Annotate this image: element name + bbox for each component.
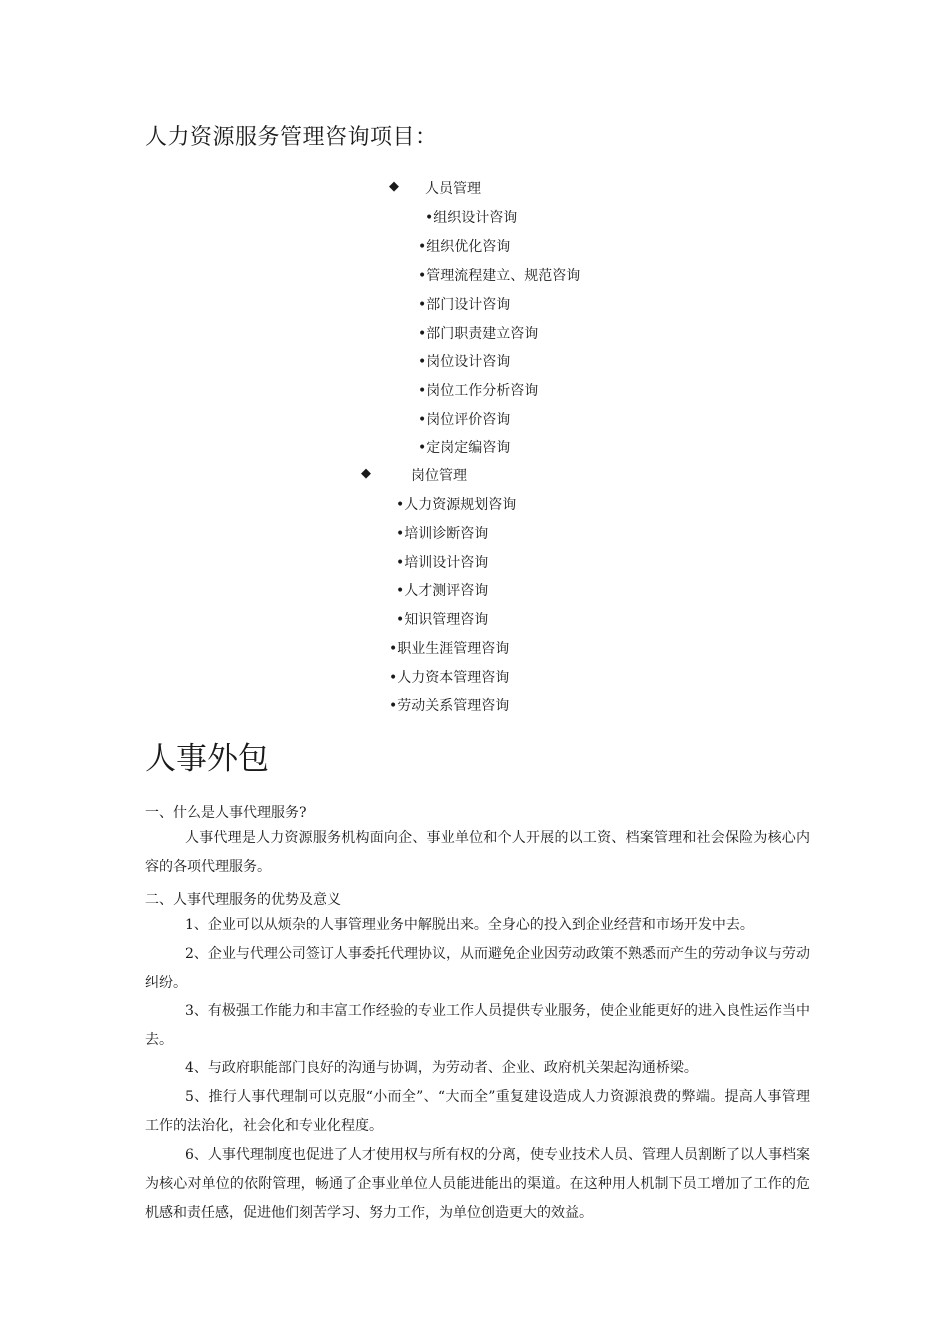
diamond-bullet-icon: ◆ xyxy=(389,179,399,194)
point-paragraph: 6、人事代理制度也促进了人才使用权与所有权的分离，使专业技术人员、管理人员割断了以人事档案为核心对单位的依附管理，畅通了企事业单位人员能进能出的渠道。在这种用人机制下员工增加了工作的危机感和责任感，促进他们刻苦学习、努力工作，为单位创造更大的效益。 xyxy=(145,1147,810,1221)
point-paragraph: 4、与政府职能部门良好的沟通与协调，为劳动者、企业、政府机关架起沟通桥梁。 xyxy=(185,1060,698,1076)
point-paragraph: 2、企业与代理公司签订人事委托代理协议，从而避免企业因劳动政策不熟悉而产生的劳动争议与劳动纠纷。 xyxy=(145,946,810,991)
list-item: •知识管理咨询 xyxy=(396,612,489,628)
diamond-bullet-icon: ◆ xyxy=(361,466,371,481)
list-item: •管理流程建立、规范咨询 xyxy=(418,268,581,284)
list-item: •岗位设计咨询 xyxy=(418,354,511,370)
point-paragraph: 3、有极强工作能力和丰富工作经验的专业工作人员提供专业服务，使企业能更好的进入良性运作当中去。 xyxy=(145,1003,810,1048)
list-item: •培训诊断咨询 xyxy=(396,526,489,542)
list-item: •组织设计咨询 xyxy=(425,210,518,226)
category-label-personnel: 人员管理 xyxy=(425,181,481,197)
list-item: •部门设计咨询 xyxy=(418,297,511,313)
list-item: •人力资本管理咨询 xyxy=(389,670,510,686)
list-item: •培训设计咨询 xyxy=(396,555,489,571)
list-item: •人力资源规划咨询 xyxy=(396,497,517,513)
section-subheading: 二、人事代理服务的优势及意义 xyxy=(145,892,341,908)
list-item: •人才测评咨询 xyxy=(396,583,489,599)
list-item: •劳动关系管理咨询 xyxy=(389,698,510,714)
list-item: •定岗定编咨询 xyxy=(418,440,511,456)
list-item: •岗位工作分析咨询 xyxy=(418,383,539,399)
list-item: •岗位评价咨询 xyxy=(418,412,511,428)
point-paragraph: 1、企业可以从烦杂的人事管理业务中解脱出来。全身心的投入到企业经营和市场开发中去。 xyxy=(185,917,754,933)
point-paragraph: 5、推行人事代理制可以克服“小而全”、“大而全”重复建设造成人力资源浪费的弊端。提高人事管理工作的法治化，社会化和专业化程度。 xyxy=(145,1089,810,1134)
page-title: 人力资源服务管理咨询项目： xyxy=(145,125,438,150)
question-heading: 一、什么是人事代理服务? xyxy=(145,805,307,821)
category-label-position: 岗位管理 xyxy=(411,468,467,484)
answer-paragraph: 人事代理是人力资源服务机构面向企、事业单位和个人开展的以工资、档案管理和社会保险为核心内容的各项代理服务。 xyxy=(145,830,810,875)
list-item: •部门职责建立咨询 xyxy=(418,326,539,342)
section-heading: 人事外包 xyxy=(145,741,269,777)
list-item: •职业生涯管理咨询 xyxy=(389,641,510,657)
list-item: •组织优化咨询 xyxy=(418,239,511,255)
